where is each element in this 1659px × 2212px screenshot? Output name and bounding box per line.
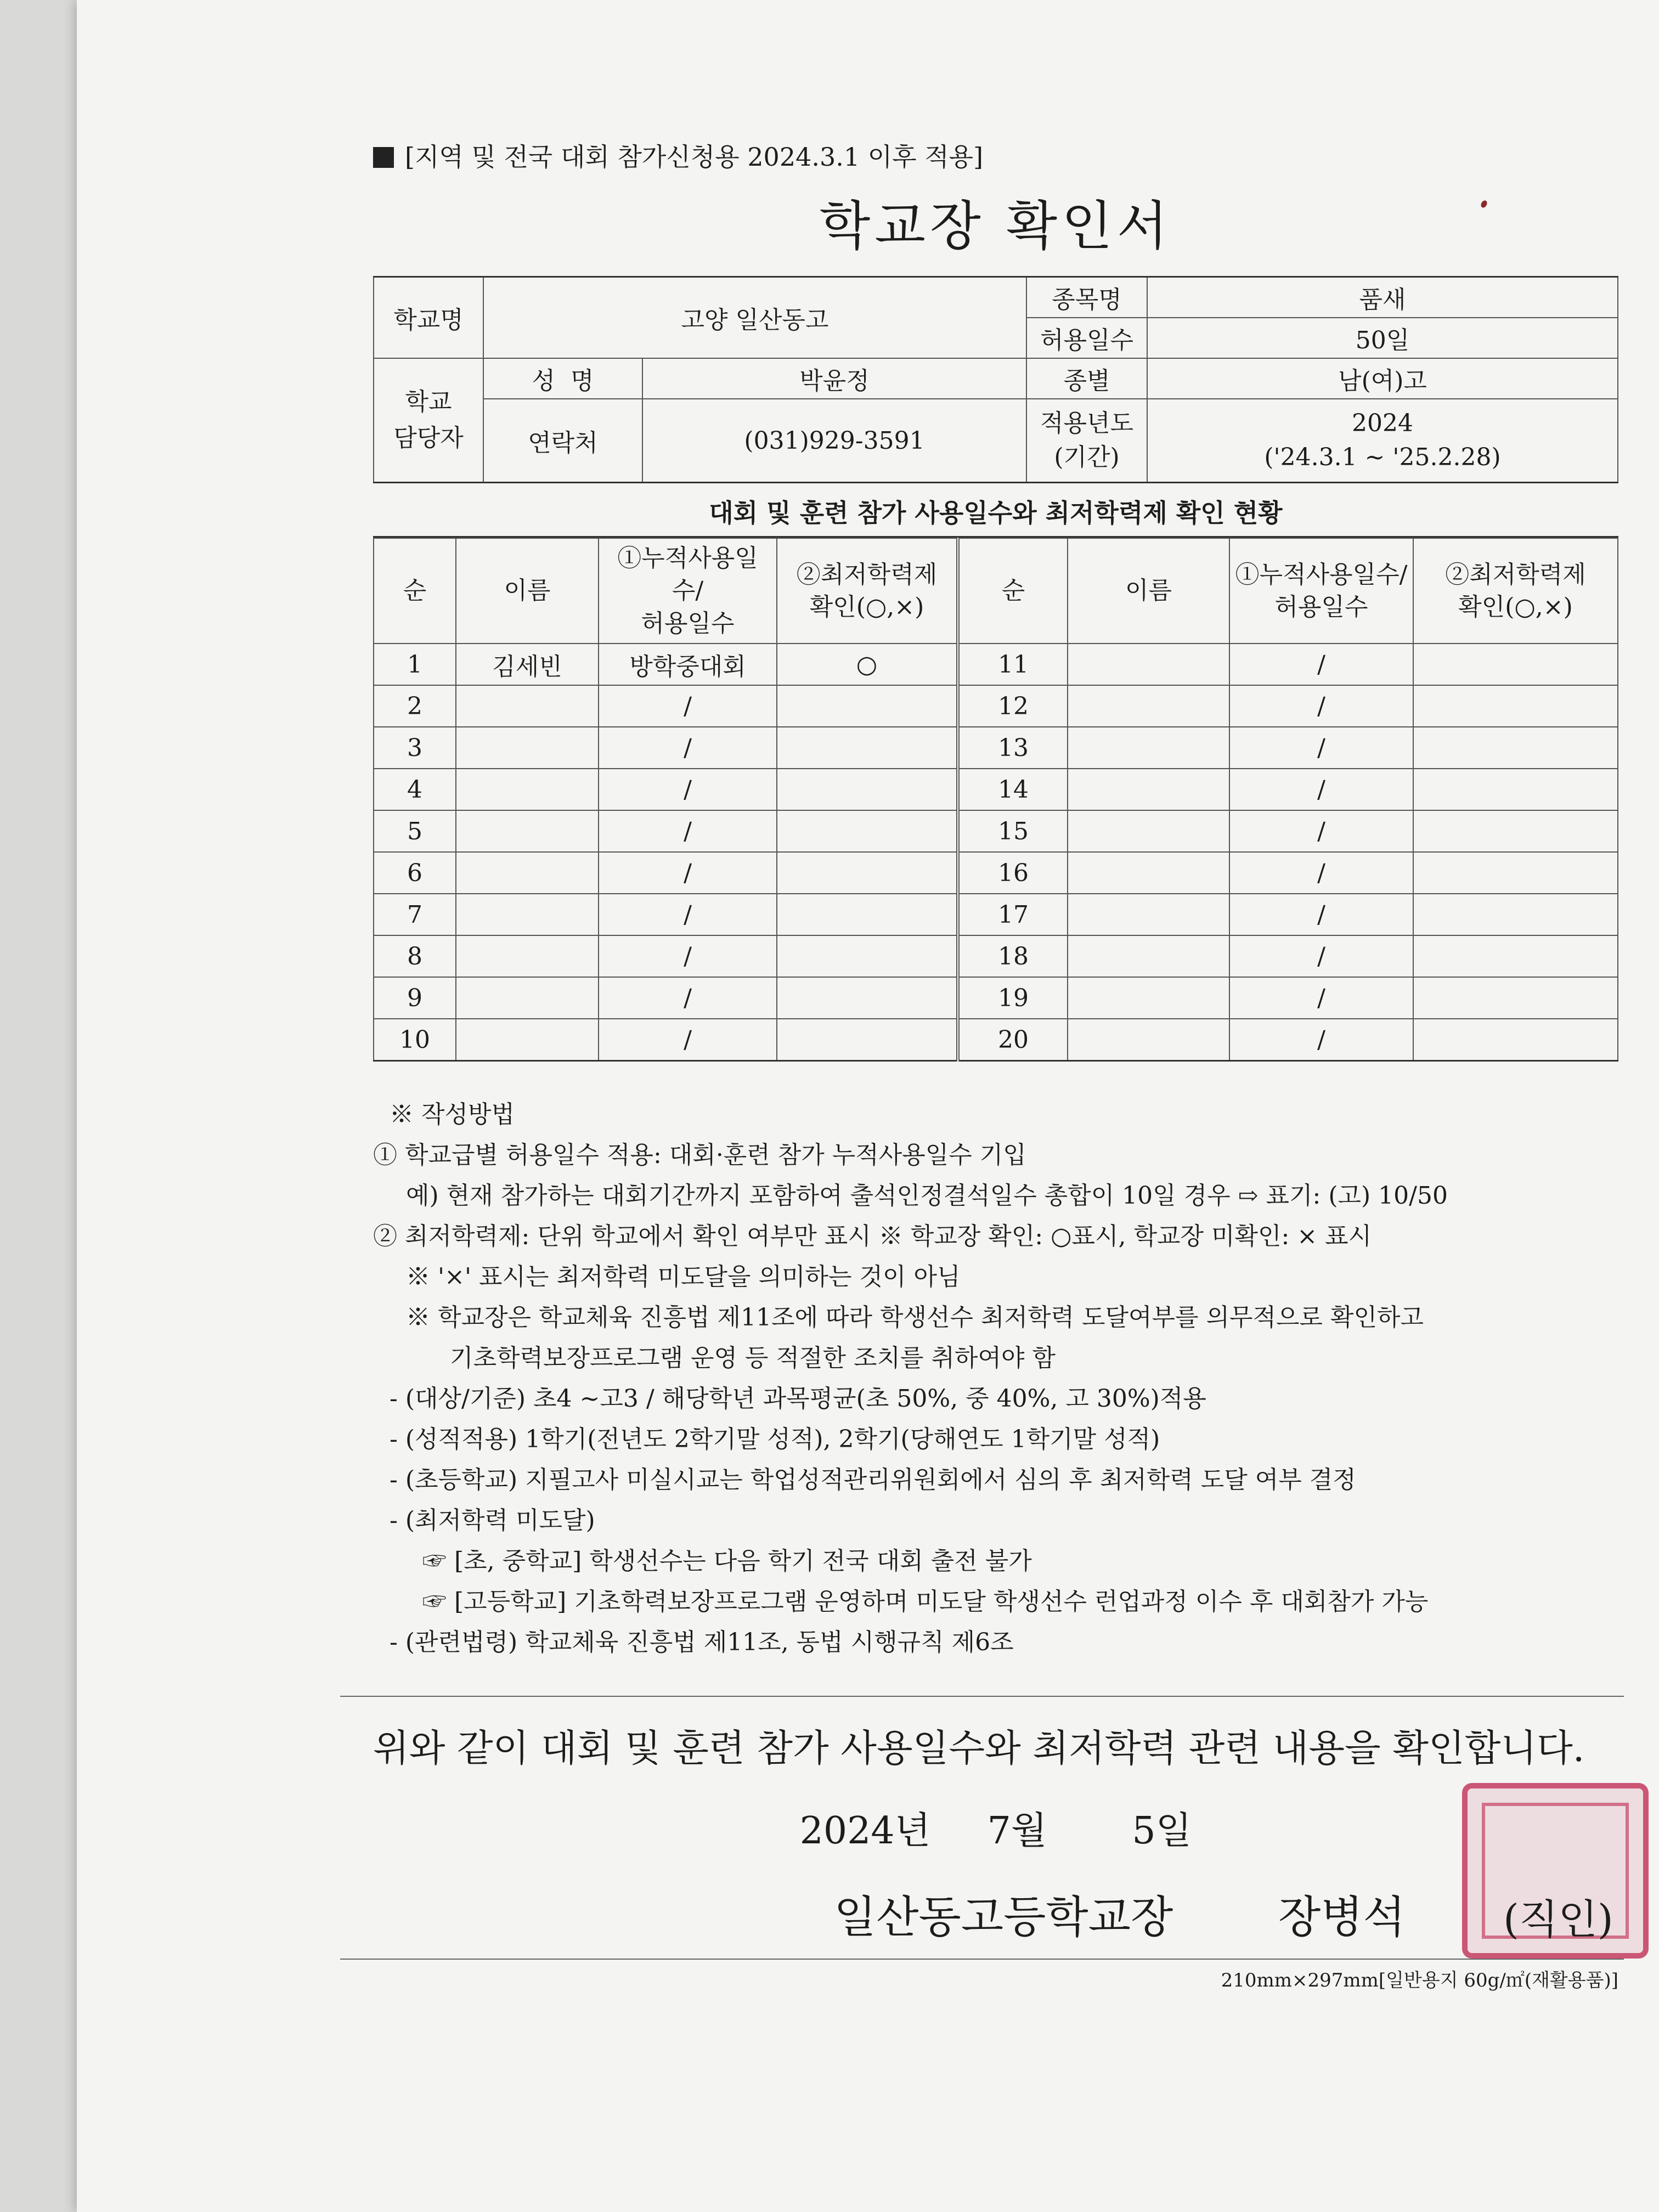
year-cell <box>1147 399 1618 483</box>
year-value: 2024 <box>1352 409 1413 438</box>
instructions <box>373 1094 1618 1663</box>
col-check-right: ②최저학력제 확인(○,×) <box>1413 538 1618 644</box>
contact-label: 연락처 <box>483 399 642 483</box>
status-title: 대회 및 훈련 참가 사용일수와 최저학력제 확인 현황 <box>373 483 1618 538</box>
signer-title: 일산동고등학교장 <box>834 1892 1173 1943</box>
detail-4-a: ☞ [초, 중학교] 학생선수는 다음 학기 전국 대회 출전 불가 <box>422 1547 1032 1575</box>
school-label: 학교명 <box>374 277 483 359</box>
row-days: / <box>599 810 777 852</box>
note-2-b2: 기초학력보장프로그램 운영 등 적절한 조치를 취하여야 함 <box>450 1344 1056 1372</box>
row-days: / <box>599 685 777 727</box>
row-days: / <box>599 727 777 769</box>
divider <box>340 1696 1624 1697</box>
row-days-right: / <box>1229 644 1413 685</box>
col-check: ②최저학력제 확인(○,×) <box>777 538 958 644</box>
row-no: 5 <box>374 810 456 852</box>
row-check-right <box>1413 769 1618 810</box>
row-check-right <box>1413 935 1618 977</box>
detail-2: - (성적적용) 1학기(전년도 2학기말 성적), 2학기(당해연도 1학기말 성적) <box>390 1425 1160 1453</box>
note-2-b: ※ 학교장은 학교체육 진흥법 제11조에 따라 학생선수 최저학력 도달여부를 의무적으로 확인하고 <box>406 1304 1424 1331</box>
row-name <box>456 727 599 769</box>
row-check <box>777 769 958 810</box>
row-no-right: 11 <box>958 644 1068 685</box>
usage-note <box>373 137 1618 173</box>
row-check: ○ <box>777 644 958 685</box>
row-check <box>777 894 958 935</box>
row-days-right: / <box>1229 685 1413 727</box>
note-2-a: ※ '×' 표시는 최저학력 미도달을 의미하는 것이 아님 <box>406 1263 961 1291</box>
row-name <box>456 894 599 935</box>
row-check-right <box>1413 644 1618 685</box>
allowed-days-value: 50일 <box>1147 318 1618 358</box>
issue-date: 2024년 7월 5일 <box>799 1809 1192 1853</box>
row-name-right <box>1068 769 1229 810</box>
row-check-right <box>1413 727 1618 769</box>
signature-block <box>373 1882 1618 1942</box>
row-no-right: 13 <box>958 727 1068 769</box>
row-no: 10 <box>374 1019 456 1061</box>
row-check-right <box>1413 894 1618 935</box>
row-name <box>456 852 599 894</box>
row-name <box>456 1019 599 1061</box>
row-no-right: 14 <box>958 769 1068 810</box>
row-name <box>456 977 599 1019</box>
table-row <box>374 769 1618 810</box>
name-label: 성 명 <box>483 358 642 399</box>
detail-4: - (최저학력 미도달) <box>390 1506 595 1534</box>
contact-value: (031)929-3591 <box>642 399 1026 483</box>
row-days: / <box>599 852 777 894</box>
row-days: / <box>599 769 777 810</box>
col-no: 순 <box>374 538 456 644</box>
year-label: 적용년도 (기간) <box>1026 399 1147 483</box>
table-row <box>374 935 1618 977</box>
row-no-right: 15 <box>958 810 1068 852</box>
row-check-right <box>1413 685 1618 727</box>
signer-name: 장병석 <box>1278 1892 1406 1943</box>
row-name-right <box>1068 977 1229 1019</box>
row-name-right <box>1068 894 1229 935</box>
row-no: 2 <box>374 685 456 727</box>
row-no-right: 12 <box>958 685 1068 727</box>
type-label: 종별 <box>1026 358 1147 399</box>
row-check <box>777 727 958 769</box>
event-value: 품새 <box>1147 277 1618 318</box>
allowed-days-label: 허용일수 <box>1026 318 1147 358</box>
usage-note-text: [지역 및 전국 대회 참가신청용 2024.3.1 이후 적용] <box>405 142 984 172</box>
square-bullet-icon <box>373 147 394 168</box>
row-days-right: / <box>1229 894 1413 935</box>
col-name: 이름 <box>456 538 599 644</box>
table-row <box>374 977 1618 1019</box>
row-days: / <box>599 1019 777 1061</box>
name-value: 박윤정 <box>642 358 1026 399</box>
detail-1: - (대상/기준) 초4 ~고3 / 해당학년 과목평균(초 50%, 중 40%, 고 30%)적용 <box>390 1385 1206 1413</box>
row-days-right: / <box>1229 977 1413 1019</box>
school-value: 고양 일산동고 <box>483 277 1026 359</box>
table-row <box>374 685 1618 727</box>
table-header-row <box>374 538 1618 644</box>
row-no: 9 <box>374 977 456 1019</box>
table-row <box>374 852 1618 894</box>
row-no-right: 20 <box>958 1019 1068 1061</box>
row-check-right <box>1413 852 1618 894</box>
row-no: 8 <box>374 935 456 977</box>
paper-size-note: 210mm×297mm[일반용지 60g/㎡(재활용품)] <box>1221 1970 1618 1991</box>
row-name-right <box>1068 935 1229 977</box>
row-name-right <box>1068 852 1229 894</box>
col-days: ①누적사용일수/ 허용일수 <box>599 538 777 644</box>
table-row <box>374 810 1618 852</box>
bottom-divider <box>340 1959 1624 1960</box>
row-check <box>777 685 958 727</box>
school-info-table <box>373 276 1618 483</box>
row-check <box>777 852 958 894</box>
row-check <box>777 810 958 852</box>
table-row <box>374 894 1618 935</box>
manager-label: 학교 담당자 <box>374 358 483 483</box>
detail-5: - (관련법령) 학교체육 진흥법 제11조, 동법 시행규칙 제6조 <box>390 1628 1014 1656</box>
row-check-right <box>1413 1019 1618 1061</box>
event-label: 종목명 <box>1026 277 1147 318</box>
row-no: 3 <box>374 727 456 769</box>
row-name-right <box>1068 810 1229 852</box>
row-check <box>777 977 958 1019</box>
confirm-text: 위와 같이 대회 및 훈련 참가 사용일수와 최저학력 관련 내용을 확인합니다. <box>373 1727 1585 1770</box>
row-days-right: / <box>1229 810 1413 852</box>
row-no: 6 <box>374 852 456 894</box>
row-name: 김세빈 <box>456 644 599 685</box>
row-days: / <box>599 977 777 1019</box>
document-content <box>373 137 1618 1992</box>
row-check <box>777 1019 958 1061</box>
row-days-right: / <box>1229 769 1413 810</box>
table-row <box>374 727 1618 769</box>
row-no-right: 17 <box>958 894 1068 935</box>
table-row <box>374 644 1618 685</box>
row-days: 방학중대회 <box>599 644 777 685</box>
row-days-right: / <box>1229 935 1413 977</box>
row-name <box>456 810 599 852</box>
row-check-right <box>1413 977 1618 1019</box>
note-2: ② 최저학력제: 단위 학교에서 확인 여부만 표시 ※ 학교장 확인: ○표시, 학교장 미확인: × 표시 <box>373 1222 1372 1250</box>
note-1: ① 학교급별 허용일수 적용: 대회·훈련 참가 누적사용일수 기입 <box>373 1141 1026 1169</box>
row-name-right <box>1068 644 1229 685</box>
row-name <box>456 935 599 977</box>
detail-3: - (초등학교) 지필고사 미실시교는 학업성적관리위원회에서 심의 후 최저학력 도달 여부 결정 <box>390 1466 1356 1494</box>
row-days: / <box>599 935 777 977</box>
seal-label: (직인) <box>1503 1896 1613 1943</box>
row-days-right: / <box>1229 852 1413 894</box>
period-value: ('24.3.1 ~ '25.2.28) <box>1264 443 1501 471</box>
document-title: 학교장 확인서 <box>819 195 1172 257</box>
type-value: 남(여)고 <box>1147 358 1618 399</box>
row-no: 1 <box>374 644 456 685</box>
row-check <box>777 935 958 977</box>
col-name-right: 이름 <box>1068 538 1229 644</box>
row-name <box>456 685 599 727</box>
row-name-right <box>1068 727 1229 769</box>
row-no: 4 <box>374 769 456 810</box>
row-no-right: 18 <box>958 935 1068 977</box>
row-no: 7 <box>374 894 456 935</box>
row-check-right <box>1413 810 1618 852</box>
participation-table <box>373 538 1618 1062</box>
row-days: / <box>599 894 777 935</box>
document-paper <box>77 0 1659 2212</box>
table-row <box>374 1019 1618 1061</box>
row-name <box>456 769 599 810</box>
note-1-example: 예) 현재 참가하는 대회기간까지 포함하여 출석인정결석일수 총합이 10일 경우 ⇨ 표기: (고) 10/50 <box>406 1182 1448 1210</box>
row-no-right: 16 <box>958 852 1068 894</box>
notes-heading: ※ 작성방법 <box>390 1101 515 1128</box>
detail-4-b: ☞ [고등학교] 기초학력보장프로그램 운영하며 미도달 학생선수 런업과정 이수 후 대회참가 가능 <box>422 1588 1429 1616</box>
col-no-right: 순 <box>958 538 1068 644</box>
row-no-right: 19 <box>958 977 1068 1019</box>
table-body <box>374 644 1618 1061</box>
row-name-right <box>1068 1019 1229 1061</box>
row-days-right: / <box>1229 1019 1413 1061</box>
row-name-right <box>1068 685 1229 727</box>
row-days-right: / <box>1229 727 1413 769</box>
col-days-right: ①누적사용일수/ 허용일수 <box>1229 538 1413 644</box>
